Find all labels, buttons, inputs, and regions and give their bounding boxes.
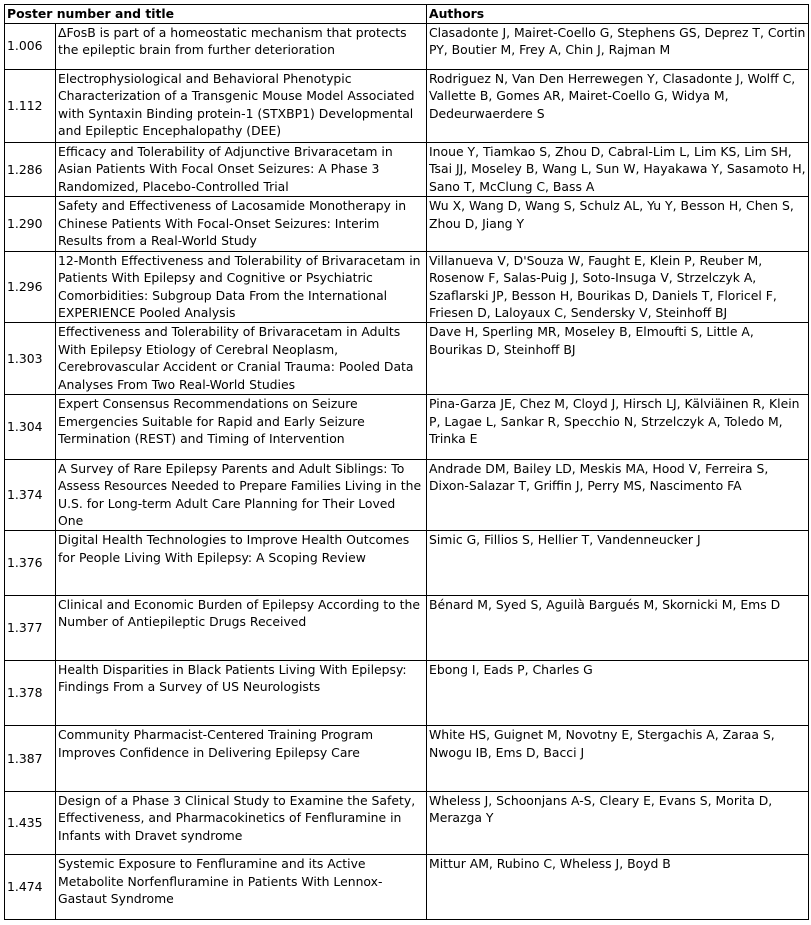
table-row bbox=[5, 660, 809, 726]
poster-title: Effectiveness and Tolerability of Brivaracetam in Adults With Epilepsy Etiology of Cerebral Neoplasm, Cerebrovascular Accident or Cranial Trauma: Pooled Data Analyses From Two Real-World Studies bbox=[56, 323, 427, 395]
table-row bbox=[5, 726, 809, 792]
poster-authors: Mittur AM, Rubino C, Wheless J, Boyd B bbox=[427, 855, 809, 920]
poster-title: Efficacy and Tolerability of Adjunctive Brivaracetam in Asian Patients With Focal Onset Seizures: A Phase 3 Randomized, Placebo-Controlled Trial bbox=[56, 142, 427, 197]
poster-title: Clinical and Economic Burden of Epilepsy According to the Number of Antiepileptic Drugs Received bbox=[56, 595, 427, 660]
poster-number: 1.303 bbox=[5, 323, 56, 395]
poster-authors: Simic G, Fillios S, Hellier T, Vandenneucker J bbox=[427, 531, 809, 596]
poster-title: Design of a Phase 3 Clinical Study to Examine the Safety, Effectiveness, and Pharmacokinetics of Fenfluramine in Infants with Dravet syndrome bbox=[56, 791, 427, 855]
poster-title: Community Pharmacist-Centered Training Program Improves Confidence in Delivering Epilepsy Care bbox=[56, 726, 427, 792]
poster-number: 1.296 bbox=[5, 251, 56, 323]
poster-number: 1.112 bbox=[5, 69, 56, 142]
table-row bbox=[5, 531, 809, 596]
poster-number: 1.378 bbox=[5, 660, 56, 726]
poster-title: 12-Month Effectiveness and Tolerability of Brivaracetam in Patients With Epilepsy and Cognitive or Psychiatric Comorbidities: Subgroup Data From the International EXPERIENCE Pooled Analysis bbox=[56, 251, 427, 323]
poster-number: 1.377 bbox=[5, 595, 56, 660]
poster-number: 1.387 bbox=[5, 726, 56, 792]
poster-number: 1.474 bbox=[5, 855, 56, 920]
table-row bbox=[5, 459, 809, 531]
poster-number: 1.374 bbox=[5, 459, 56, 531]
poster-authors: Ebong I, Eads P, Charles G bbox=[427, 660, 809, 726]
table-row bbox=[5, 69, 809, 142]
table-row bbox=[5, 791, 809, 855]
poster-authors: Villanueva V, D'Souza W, Faught E, Klein P, Reuber M, Rosenow F, Salas-Puig J, Soto-Insuga V, Strzelczyk A, Szaflarski JP, Besson H, Bourikas D, Daniels T, Floricel F, Friesen D, Laloyaux C, Sendersky V, Steinhoff BJ bbox=[427, 251, 809, 323]
poster-title: Electrophysiological and Behavioral Phenotypic Characterization of a Transgenic Mouse Model Associated with Syntaxin Binding protein-1 (STXBP1) Developmental and Epileptic Encephalopathy (DEE) bbox=[56, 69, 427, 142]
table-row bbox=[5, 595, 809, 660]
poster-authors: Wheless J, Schoonjans A-S, Cleary E, Evans S, Morita D, Merazga Y bbox=[427, 791, 809, 855]
table-row bbox=[5, 197, 809, 252]
poster-authors: Dave H, Sperling MR, Moseley B, Elmoufti S, Little A, Bourikas D, Steinhoff BJ bbox=[427, 323, 809, 395]
posters-table bbox=[4, 4, 809, 920]
poster-number: 1.435 bbox=[5, 791, 56, 855]
table-row bbox=[5, 395, 809, 460]
poster-authors: White HS, Guignet M, Novotny E, Stergachis A, Zaraa S, Nwogu IB, Ems D, Bacci J bbox=[427, 726, 809, 792]
poster-number: 1.290 bbox=[5, 197, 56, 252]
poster-title: ΔFosB is part of a homeostatic mechanism that protects the epileptic brain from further deterioration bbox=[56, 23, 427, 69]
poster-authors: Andrade DM, Bailey LD, Meskis MA, Hood V, Ferreira S, Dixon-Salazar T, Griffin J, Perry MS, Nascimento FA bbox=[427, 459, 809, 531]
header-row bbox=[5, 5, 809, 24]
poster-number: 1.304 bbox=[5, 395, 56, 460]
table-row bbox=[5, 142, 809, 197]
header-authors: Authors bbox=[427, 5, 809, 24]
table-row bbox=[5, 323, 809, 395]
poster-authors: Clasadonte J, Mairet-Coello G, Stephens GS, Deprez T, Cortin PY, Boutier M, Frey A, Chin J, Rajman M bbox=[427, 23, 809, 69]
poster-title: Systemic Exposure to Fenfluramine and its Active Metabolite Norfenfluramine in Patients With Lennox-Gastaut Syndrome bbox=[56, 855, 427, 920]
poster-authors: Wu X, Wang D, Wang S, Schulz AL, Yu Y, Besson H, Chen S, Zhou D, Jiang Y bbox=[427, 197, 809, 252]
poster-authors: Inoue Y, Tiamkao S, Zhou D, Cabral-Lim L, Lim KS, Lim SH, Tsai JJ, Moseley B, Wang L, Sun W, Hayakawa Y, Sasamoto H, Sano T, McClung C, Bass A bbox=[427, 142, 809, 197]
table-row bbox=[5, 251, 809, 323]
poster-authors: Bénard M, Syed S, Aguilà Bargués M, Skornicki M, Ems D bbox=[427, 595, 809, 660]
poster-number: 1.286 bbox=[5, 142, 56, 197]
poster-authors: Pina-Garza JE, Chez M, Cloyd J, Hirsch LJ, Kälviäinen R, Klein P, Lagae L, Sankar R, Specchio N, Strzelczyk A, Toledo M, Trinka E bbox=[427, 395, 809, 460]
poster-title: Digital Health Technologies to Improve Health Outcomes for People Living With Epilepsy: A Scoping Review bbox=[56, 531, 427, 596]
poster-title: Safety and Effectiveness of Lacosamide Monotherapy in Chinese Patients With Focal-Onset Seizures: Interim Results from a Real-World Study bbox=[56, 197, 427, 252]
header-number-title: Poster number and title bbox=[5, 5, 427, 24]
poster-title: Health Disparities in Black Patients Living With Epilepsy: Findings From a Survey of US Neurologists bbox=[56, 660, 427, 726]
poster-title: Expert Consensus Recommendations on Seizure Emergencies Suitable for Rapid and Early Seizure Termination (REST) and Timing of Intervention bbox=[56, 395, 427, 460]
table-row bbox=[5, 23, 809, 69]
poster-number: 1.376 bbox=[5, 531, 56, 596]
table-row bbox=[5, 855, 809, 920]
poster-authors: Rodriguez N, Van Den Herrewegen Y, Clasadonte J, Wolff C, Vallette B, Gomes AR, Mairet-Coello G, Widya M, Dedeurwaerdere S bbox=[427, 69, 809, 142]
poster-number: 1.006 bbox=[5, 23, 56, 69]
poster-title: A Survey of Rare Epilepsy Parents and Adult Siblings: To Assess Resources Needed to Prepare Families Living in the U.S. for Long-term Adult Care Planning for Their Loved One bbox=[56, 459, 427, 531]
